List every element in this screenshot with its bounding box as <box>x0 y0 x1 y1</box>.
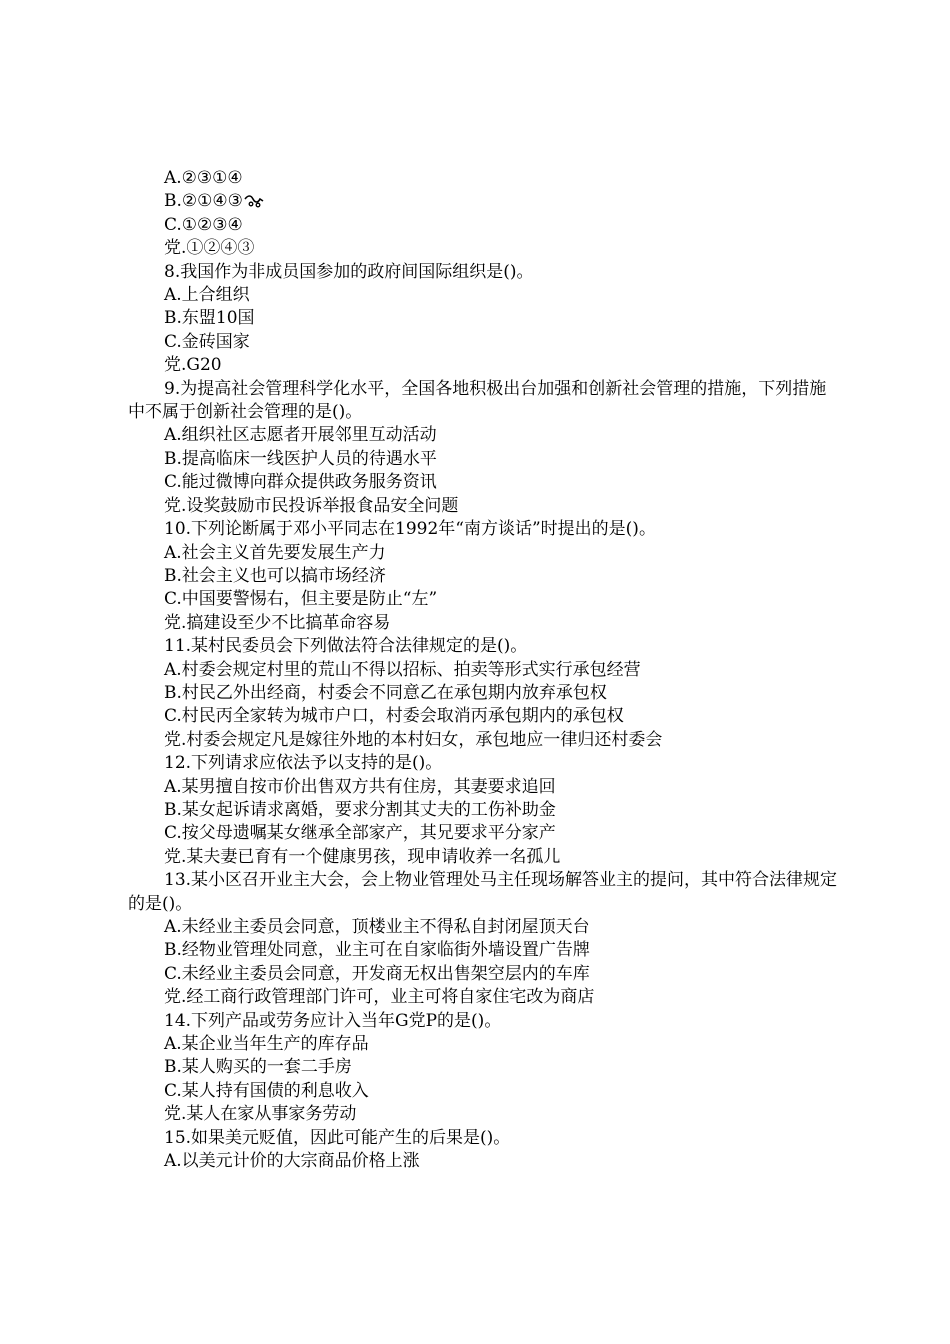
question-line: 13.某小区召开业主大会，会上物业管理处马主任现场解答业主的提问，其中符合法律规定的是()。 <box>128 870 838 914</box>
option-line: 党.搞建设至少不比搞革命容易 <box>164 612 391 633</box>
option-line: C.未经业主委员会同意，开发商无权出售架空层内的车库 <box>164 963 590 984</box>
option-line: C.村民丙全家转为城市户口，村委会取消丙承包期内的承包权 <box>164 706 624 727</box>
option-line: A.村委会规定村里的荒山不得以招标、拍卖等形式实行承包经营 <box>164 659 641 680</box>
option-line: A.组织社区志愿者开展邻里互动活动 <box>164 425 437 446</box>
question-line: 14.下列产品或劳务应计入当年G党P的是()。 <box>164 1010 502 1031</box>
option-line: C.按父母遗嘱某女继承全部家产，其兄要求平分家产 <box>164 823 556 844</box>
option-line: 党.设奖鼓励市民投诉举报食品安全问题 <box>164 495 459 516</box>
option-line: A.以美元计价的大宗商品价格上涨 <box>164 1151 420 1172</box>
option-line: B.经物业管理处同意，业主可在自家临街外墙设置广告牌 <box>164 940 590 961</box>
option-line: C.某人持有国债的利息收入 <box>164 1080 369 1101</box>
option-line: C.能过微博向群众提供政务服务资讯 <box>164 472 437 493</box>
document-page <box>128 167 840 1173</box>
question-line: 9.为提高社会管理科学化水平，全国各地积极出台加强和创新社会管理的措施，下列措施中不属于创新社会管理的是()。 <box>128 378 827 423</box>
option-line: A.②③①④ <box>164 168 243 188</box>
option-text: B.②①④③ <box>164 191 243 212</box>
question-line: 10.下列论断属于邓小平同志在1992年“南方谈话”时提出的是()。 <box>164 519 656 540</box>
option-line: C.中国要警惕右，但主要是防止“左” <box>164 589 438 610</box>
squiggle-mark-icon <box>244 194 264 208</box>
option-line: B.某人购买的一套二手房 <box>164 1057 352 1078</box>
option-line: A.某男擅自按市价出售双方共有住房，其妻要求追回 <box>164 776 556 797</box>
option-line: 党.①②④③ <box>164 238 255 259</box>
option-line: A.某企业当年生产的库存品 <box>164 1034 369 1055</box>
option-line: 党.某人在家从事家务劳动 <box>164 1104 357 1125</box>
option-line: 党.G20 <box>164 355 222 376</box>
option-line: B.东盟10国 <box>164 308 255 329</box>
question-line: 11.某村民委员会下列做法符合法律规定的是()。 <box>164 636 528 657</box>
question-line: 12.下列请求应依法予以支持的是()。 <box>164 753 443 774</box>
option-line: 党.某夫妻已育有一个健康男孩，现申请收养一名孤儿 <box>164 846 561 867</box>
option-line: B.社会主义也可以搞市场经济 <box>164 565 386 586</box>
question-line: 8.我国作为非成员国参加的政府间国际组织是()。 <box>164 261 534 282</box>
option-line: A.社会主义首先要发展生产力 <box>164 542 386 563</box>
option-line: C.①②③④ <box>164 214 243 235</box>
option-line: B.村民乙外出经商，村委会不同意乙在承包期内放弃承包权 <box>164 682 607 703</box>
option-line: 党.经工商行政管理部门许可，业主可将自家住宅改为商店 <box>164 987 595 1008</box>
option-line: A.未经业主委员会同意，顶楼业主不得私自封闭屋顶天台 <box>164 917 590 937</box>
option-line: B.提高临床一线医护人员的待遇水平 <box>164 448 437 469</box>
option-line <box>128 190 840 213</box>
option-line: 党.村委会规定凡是嫁往外地的本村妇女，承包地应一律归还村委会 <box>164 729 663 750</box>
option-line: C.金砖国家 <box>164 331 250 352</box>
option-line: A.上合组织 <box>164 285 250 306</box>
question-line: 15.如果美元贬值，因此可能产生的后果是()。 <box>164 1127 511 1148</box>
option-line: B.某女起诉请求离婚，要求分割其丈夫的工伤补助金 <box>164 799 556 820</box>
